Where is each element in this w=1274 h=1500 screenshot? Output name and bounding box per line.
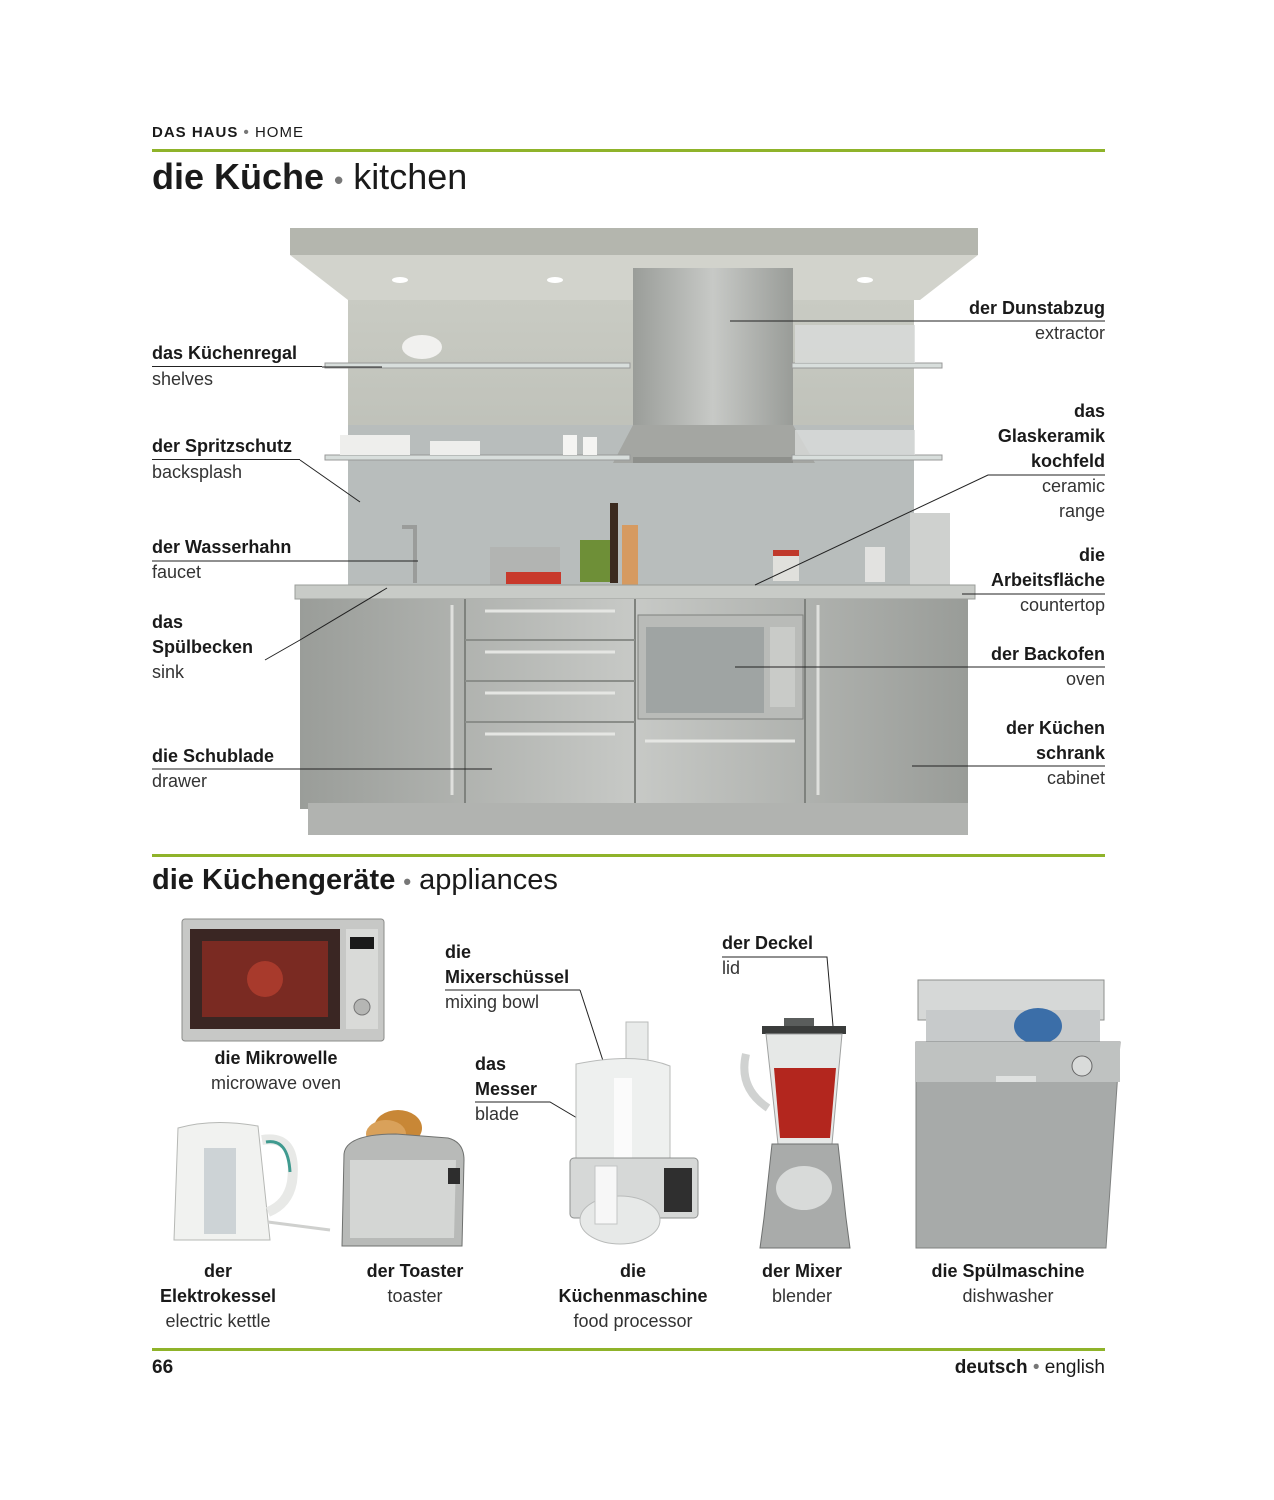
label-extractor-en: extractor (1034, 323, 1105, 343)
label-ceramic-range-en2: range (1058, 501, 1105, 521)
label-cabinet-en: cabinet (1046, 768, 1105, 788)
label-drawer-de: die Schublade (152, 746, 275, 766)
label-food-processor-en: food processor (573, 1311, 693, 1331)
label-mixing-bowl-en: mixing bowl (445, 992, 540, 1012)
label-mixing-bowl-de2: Mixerschüssel (445, 967, 570, 987)
label-food-processor (540, 1259, 726, 1334)
label-drawer-en: drawer (152, 771, 208, 791)
label-oven-de: der Backofen (990, 644, 1105, 664)
language-de: deutsch (954, 1357, 1028, 1378)
label-sink (152, 610, 253, 685)
label-sink-de2: Spülbecken (152, 637, 254, 657)
section-label-en: HOME (254, 124, 304, 141)
label-lid-de: der Deckel (722, 933, 814, 953)
label-blender (742, 1259, 862, 1309)
label-dishwasher-de: die Spülmaschine (931, 1261, 1085, 1281)
label-shelves (152, 341, 322, 392)
appliances-title-de: die Küchengeräte (152, 864, 396, 896)
label-cabinet-de1: der Küchen (1005, 718, 1105, 738)
label-extractor-de: der Dunstabzug (968, 298, 1105, 318)
label-lid-en: lid (722, 958, 741, 978)
blender-image (738, 1018, 860, 1250)
label-kettle-de2: Elektrokessel (159, 1286, 277, 1306)
label-ceramic-range (998, 399, 1105, 524)
label-microwave (176, 1046, 376, 1096)
microwave-image (180, 917, 388, 1044)
label-blender-de: der Mixer (761, 1261, 843, 1281)
section-label: DAS HAUS (152, 124, 239, 141)
label-food-processor-de2: Küchenmaschine (558, 1286, 708, 1306)
toaster-image (336, 1108, 468, 1254)
page-title-separator: • (334, 165, 344, 195)
language-legend (955, 1357, 1105, 1379)
label-oven-en: oven (1065, 669, 1105, 689)
label-ceramic-range-de3: kochfeld (1030, 451, 1105, 471)
label-blender-en: blender (771, 1286, 833, 1306)
appliances-title-en: appliances (419, 864, 558, 896)
label-ceramic-range-de2: Glaskeramik (997, 426, 1105, 446)
footer-rule (152, 1348, 1105, 1351)
label-blade-en: blade (475, 1104, 520, 1124)
label-mixing-bowl (445, 940, 569, 1015)
label-backsplash-de: der Spritzschutz (152, 434, 300, 460)
label-countertop-de1: die (1078, 545, 1105, 565)
label-blade-de1: das (475, 1054, 507, 1074)
label-countertop (991, 543, 1105, 618)
label-shelves-en: shelves (152, 369, 214, 389)
label-lid (722, 931, 813, 981)
appliances-rule (152, 854, 1105, 857)
dishwasher-image (914, 978, 1124, 1252)
label-kettle-en: electric kettle (165, 1311, 271, 1331)
label-cabinet (1006, 716, 1105, 791)
label-toaster-en: toaster (387, 1286, 443, 1306)
label-cabinet-de2: schrank (1035, 743, 1105, 763)
label-sink-de1: das (152, 612, 184, 632)
language-en: english (1044, 1357, 1105, 1378)
page-title-en: kitchen (353, 156, 468, 197)
label-oven (991, 642, 1105, 692)
label-faucet-en: faucet (152, 562, 202, 582)
label-toaster (344, 1259, 486, 1309)
label-backsplash-en: backsplash (152, 462, 243, 482)
label-kettle-de1: der (203, 1261, 232, 1281)
label-blade (475, 1052, 537, 1127)
label-ceramic-range-en1: ceramic (1041, 476, 1105, 496)
label-blade-de2: Messer (475, 1079, 538, 1099)
label-backsplash (152, 434, 300, 485)
label-toaster-de: der Toaster (366, 1261, 464, 1281)
label-microwave-en: microwave oven (210, 1073, 342, 1093)
food-processor-image (530, 1020, 705, 1248)
label-faucet-de: der Wasserhahn (152, 537, 292, 557)
label-faucet (152, 535, 291, 585)
label-microwave-de: die Mikrowelle (214, 1048, 338, 1068)
label-food-processor-de1: die (619, 1261, 646, 1281)
section-separator: • (243, 124, 250, 141)
label-shelves-de: das Küchenregal (152, 341, 322, 367)
page-number: 66 (152, 1357, 174, 1378)
label-kettle (142, 1259, 294, 1334)
label-countertop-en: countertop (1019, 595, 1105, 615)
language-separator: • (1032, 1357, 1040, 1378)
label-dishwasher-en: dishwasher (962, 1286, 1054, 1306)
electric-kettle-image (158, 1112, 334, 1250)
page-title-de: die Küche (152, 156, 325, 197)
label-dishwasher (905, 1259, 1111, 1309)
label-sink-en: sink (152, 662, 185, 682)
appliances-title (152, 864, 558, 897)
appliances-title-separator: • (403, 869, 412, 894)
label-countertop-de2: Arbeitsfläche (990, 570, 1105, 590)
label-mixing-bowl-de1: die (445, 942, 472, 962)
label-extractor (969, 296, 1105, 346)
label-ceramic-range-de1: das (1073, 401, 1105, 421)
label-drawer (152, 744, 274, 794)
